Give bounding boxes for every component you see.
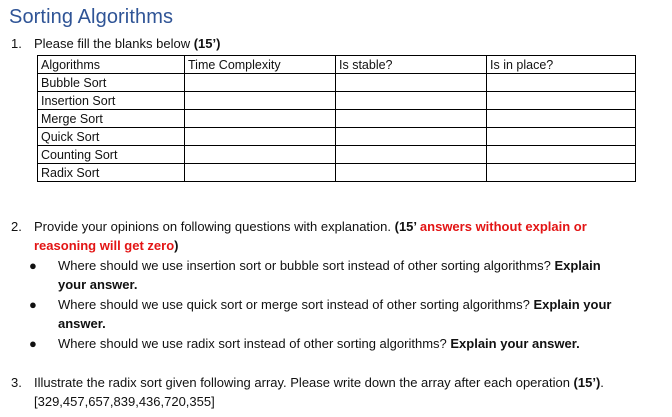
bullet-text: Where should we use radix sort instead of other sorting algorithms? xyxy=(58,336,451,351)
blank-cell[interactable] xyxy=(185,74,336,92)
table-row xyxy=(38,110,636,128)
header-is-stable: Is stable? xyxy=(336,56,487,74)
question-2-warning: answers without explain or xyxy=(419,219,587,234)
question-2-points: (15’ xyxy=(394,219,420,234)
blank-cell[interactable] xyxy=(185,110,336,128)
table-row xyxy=(38,92,636,110)
question-3-period: . xyxy=(600,375,604,390)
table-row xyxy=(38,128,636,146)
question-2-number: 2. xyxy=(11,219,22,234)
blank-cell[interactable] xyxy=(487,92,636,110)
blank-cell[interactable] xyxy=(336,164,487,182)
blank-cell[interactable] xyxy=(336,146,487,164)
question-1-text: Please fill the blanks below xyxy=(34,36,194,51)
question-2-line-2 xyxy=(11,236,587,255)
bullet-text: Where should we use insertion sort or bubble sort instead of other sorting algorithms? xyxy=(58,258,555,273)
blank-cell[interactable] xyxy=(336,74,487,92)
bullet-bold-cont: answer. xyxy=(58,316,106,331)
table-row xyxy=(38,146,636,164)
row-quick-sort: Quick Sort xyxy=(38,128,185,146)
bullet-icon: ● xyxy=(29,258,37,273)
row-insertion-sort: Insertion Sort xyxy=(38,92,185,110)
row-bubble-sort: Bubble Sort xyxy=(38,74,185,92)
header-is-in-place: Is in place? xyxy=(487,56,636,74)
question-2-close-paren: ) xyxy=(174,238,179,253)
algorithms-table xyxy=(37,55,636,182)
question-1-points: (15’) xyxy=(193,36,221,51)
blank-cell[interactable] xyxy=(336,110,487,128)
blank-cell[interactable] xyxy=(185,164,336,182)
blank-cell[interactable] xyxy=(185,92,336,110)
table-header-row xyxy=(38,56,636,74)
question-3-text: Illustrate the radix sort given following array. Please write down the array after each operation xyxy=(34,375,574,390)
question-2-text: Provide your opinions on following questions with explanation. xyxy=(34,219,395,234)
row-merge-sort: Merge Sort xyxy=(38,110,185,128)
bullet-bold: Explain your answer. xyxy=(450,336,580,351)
question-3 xyxy=(11,373,604,411)
bullet-bold-cont: your answer. xyxy=(58,277,138,292)
bullet-text: Where should we use quick sort or merge sort instead of other sorting algorithms? xyxy=(58,297,534,312)
blank-cell[interactable] xyxy=(336,128,487,146)
blank-cell[interactable] xyxy=(336,92,487,110)
bullet-icon: ● xyxy=(29,336,37,351)
header-algorithms: Algorithms xyxy=(38,56,185,74)
question-3-points: (15’) xyxy=(573,375,601,390)
bullet-bold: Explain your xyxy=(533,297,612,312)
question-2-line-1 xyxy=(11,217,587,236)
bullet-bold: Explain xyxy=(554,258,601,273)
table-row xyxy=(38,74,636,92)
question-3-array: [329,457,657,839,436,720,355] xyxy=(34,394,215,409)
blank-cell[interactable] xyxy=(487,146,636,164)
blank-cell[interactable] xyxy=(487,164,636,182)
header-time-complexity: Time Complexity xyxy=(185,56,336,74)
row-counting-sort: Counting Sort xyxy=(38,146,185,164)
table-row xyxy=(38,164,636,182)
page-title: Sorting Algorithms xyxy=(9,6,174,28)
blank-cell[interactable] xyxy=(487,74,636,92)
blank-cell[interactable] xyxy=(185,128,336,146)
question-1 xyxy=(11,36,220,51)
blank-cell[interactable] xyxy=(487,128,636,146)
question-2-warning-cont: reasoning will get zero xyxy=(34,238,175,253)
blank-cell[interactable] xyxy=(487,110,636,128)
question-2 xyxy=(11,217,587,255)
question-1-number: 1. xyxy=(11,36,22,51)
row-radix-sort: Radix Sort xyxy=(38,164,185,182)
question-3-number: 3. xyxy=(11,375,22,390)
bullet-icon: ● xyxy=(29,297,37,312)
blank-cell[interactable] xyxy=(185,146,336,164)
